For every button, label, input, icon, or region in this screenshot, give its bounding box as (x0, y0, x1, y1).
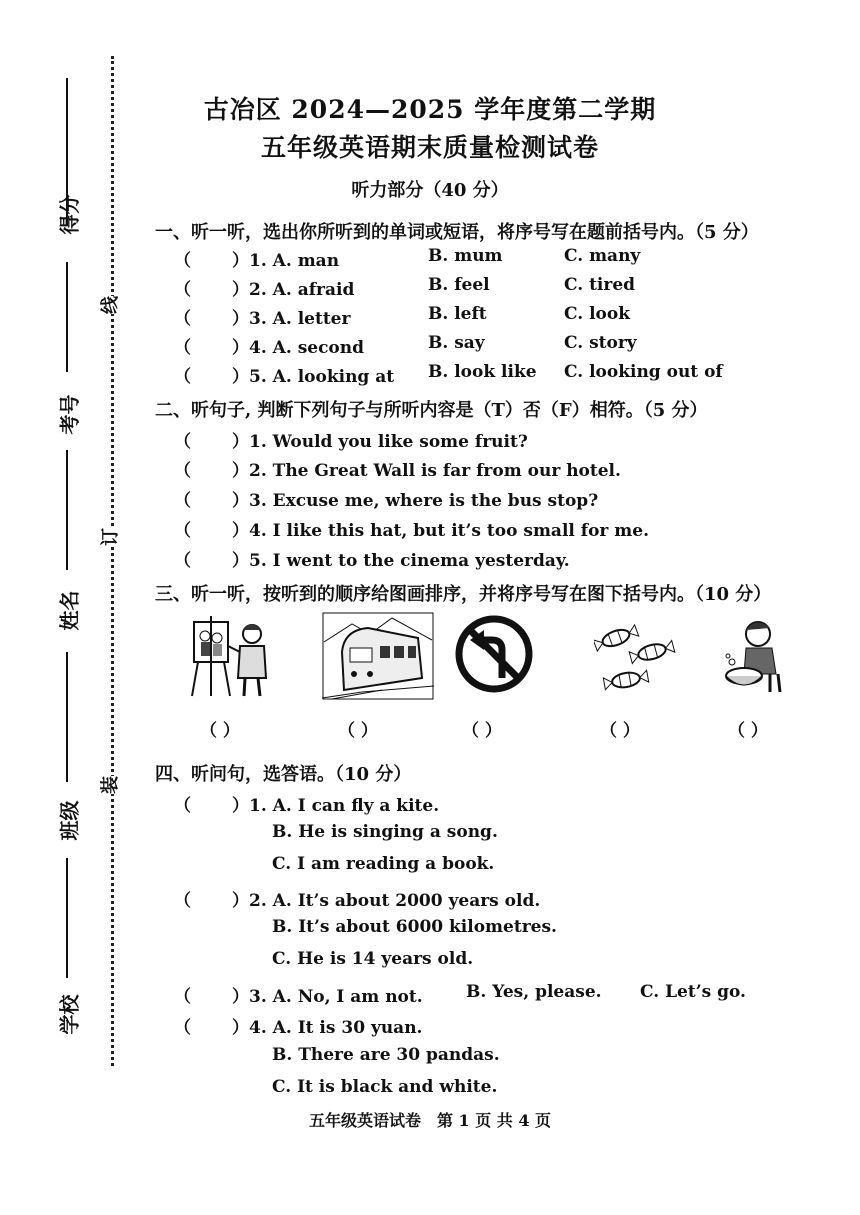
answer-paren[interactable]: （ (174, 338, 191, 358)
class-line (66, 652, 68, 782)
label-school: 学校 (57, 994, 82, 1035)
s4-q1-c: C. I am reading a book. (272, 854, 495, 874)
s1-item1-a: ）1. A. man (232, 251, 340, 271)
binding-dotted-line (111, 56, 114, 1066)
no-left-turn-sign (454, 614, 534, 694)
answer-paren[interactable]: （ (174, 367, 191, 387)
s1-item1-c: C. many (564, 246, 641, 266)
title-line-1: 古冶区 2024—2025 学年度第二学期 (203, 95, 657, 124)
label-score: 得分 (57, 194, 82, 235)
s4-q3-a: ）3. A. No, I am not. (232, 987, 423, 1007)
s2-item1: ）1. Would you like some fruit? (232, 432, 528, 452)
s2-item4: ）4. I like this hat, but it’s too small for me. (232, 521, 650, 541)
exam-number-line (66, 262, 68, 372)
page-footer: 五年级英语试卷 第 1 页 共 4 页 (308, 1111, 552, 1130)
s4-q4-a: ）4. A. It is 30 yuan. (232, 1018, 423, 1038)
listening-part-title: 听力部分（40 分） (351, 180, 509, 201)
s1-item3-b: B. left (428, 304, 487, 324)
bind-char-staple: 订 (94, 528, 124, 546)
label-exam-number: 考号 (57, 394, 82, 435)
s1-item4-c: C. story (564, 333, 637, 353)
s4-q2-a: ）2. A. It’s about 2000 years old. (232, 891, 541, 911)
section1-heading: 一、听一听，选出你所听到的单词或短语，将序号写在题前括号内。（5 分） (155, 222, 759, 243)
s4-q2-c: C. He is 14 years old. (272, 949, 474, 969)
s2-item5: ）5. I went to the cinema yesterday. (232, 551, 570, 571)
s1-item1-b: B. mum (428, 246, 503, 266)
bind-char-line: 线 (94, 296, 124, 314)
name-line (66, 450, 68, 570)
label-class: 班级 (57, 800, 82, 841)
school-line (66, 858, 68, 978)
answer-paren[interactable]: （ (174, 491, 191, 511)
s4-q3-c: C. Let’s go. (640, 982, 746, 1002)
bind-char-bind: 装 (94, 776, 124, 794)
s4-q2-b: B. It’s about 6000 kilometres. (272, 917, 557, 937)
answer-paren[interactable]: （ (174, 1018, 191, 1038)
s4-q1-a: ）1. A. I can fly a kite. (232, 796, 440, 816)
s2-item3: ）3. Excuse me, where is the bus stop? (232, 491, 599, 511)
label-name: 姓名 (57, 590, 82, 631)
s4-q4-b: B. There are 30 pandas. (272, 1045, 500, 1065)
s1-item5-a: ）5. A. looking at (232, 367, 395, 387)
answer-paren[interactable]: （ (174, 251, 191, 271)
title-line-2: 五年级英语期末质量检测试卷 (260, 133, 599, 162)
section2-heading: 二、听句子, 判断下列句子与所听内容是（T）否（F）相符。（5 分） (155, 400, 708, 421)
s1-item5-c: C. looking out of (564, 362, 723, 382)
section3-heading: 三、听一听，按听到的顺序给图画排序，并将序号写在图下括号内。（10 分） (155, 584, 772, 605)
s1-item5-b: B. look like (428, 362, 537, 382)
s4-q3-b: B. Yes, please. (466, 982, 602, 1002)
s2-item2: ）2. The Great Wall is far from our hotel. (232, 461, 621, 481)
candies-picture (594, 622, 678, 694)
s4-q1-b: B. He is singing a song. (272, 822, 498, 842)
answer-paren[interactable]: （ (174, 521, 191, 541)
answer-paren[interactable]: （ (174, 280, 191, 300)
train-picture (322, 612, 434, 700)
s1-item3-a: ）3. A. letter (232, 309, 351, 329)
picture-answer-paren[interactable]: （ ） (338, 721, 378, 741)
picture-answer-paren[interactable]: （ ） (200, 721, 240, 741)
answer-paren[interactable]: （ (174, 309, 191, 329)
answer-paren[interactable]: （ (174, 987, 191, 1007)
picture-answer-paren[interactable]: （ ） (728, 721, 768, 741)
s1-item4-b: B. say (428, 333, 485, 353)
painter-picture (188, 612, 270, 698)
answer-paren[interactable]: （ (174, 432, 191, 452)
answer-paren[interactable]: （ (174, 461, 191, 481)
s1-item2-a: ）2. A. afraid (232, 280, 355, 300)
answer-paren[interactable]: （ (174, 891, 191, 911)
picture-answer-paren[interactable]: （ ） (462, 721, 502, 741)
s1-item4-a: ）4. A. second (232, 338, 365, 358)
section4-heading: 四、听问句，选答语。（10 分） (155, 764, 412, 785)
picture-answer-paren[interactable]: （ ） (600, 721, 640, 741)
answer-paren[interactable]: （ (174, 796, 191, 816)
s1-item2-b: B. feel (428, 275, 490, 295)
washing-boy-picture (722, 614, 792, 694)
s1-item2-c: C. tired (564, 275, 636, 295)
s4-q4-c: C. It is black and white. (272, 1077, 498, 1097)
s1-item3-c: C. look (564, 304, 630, 324)
answer-paren[interactable]: （ (174, 551, 191, 571)
